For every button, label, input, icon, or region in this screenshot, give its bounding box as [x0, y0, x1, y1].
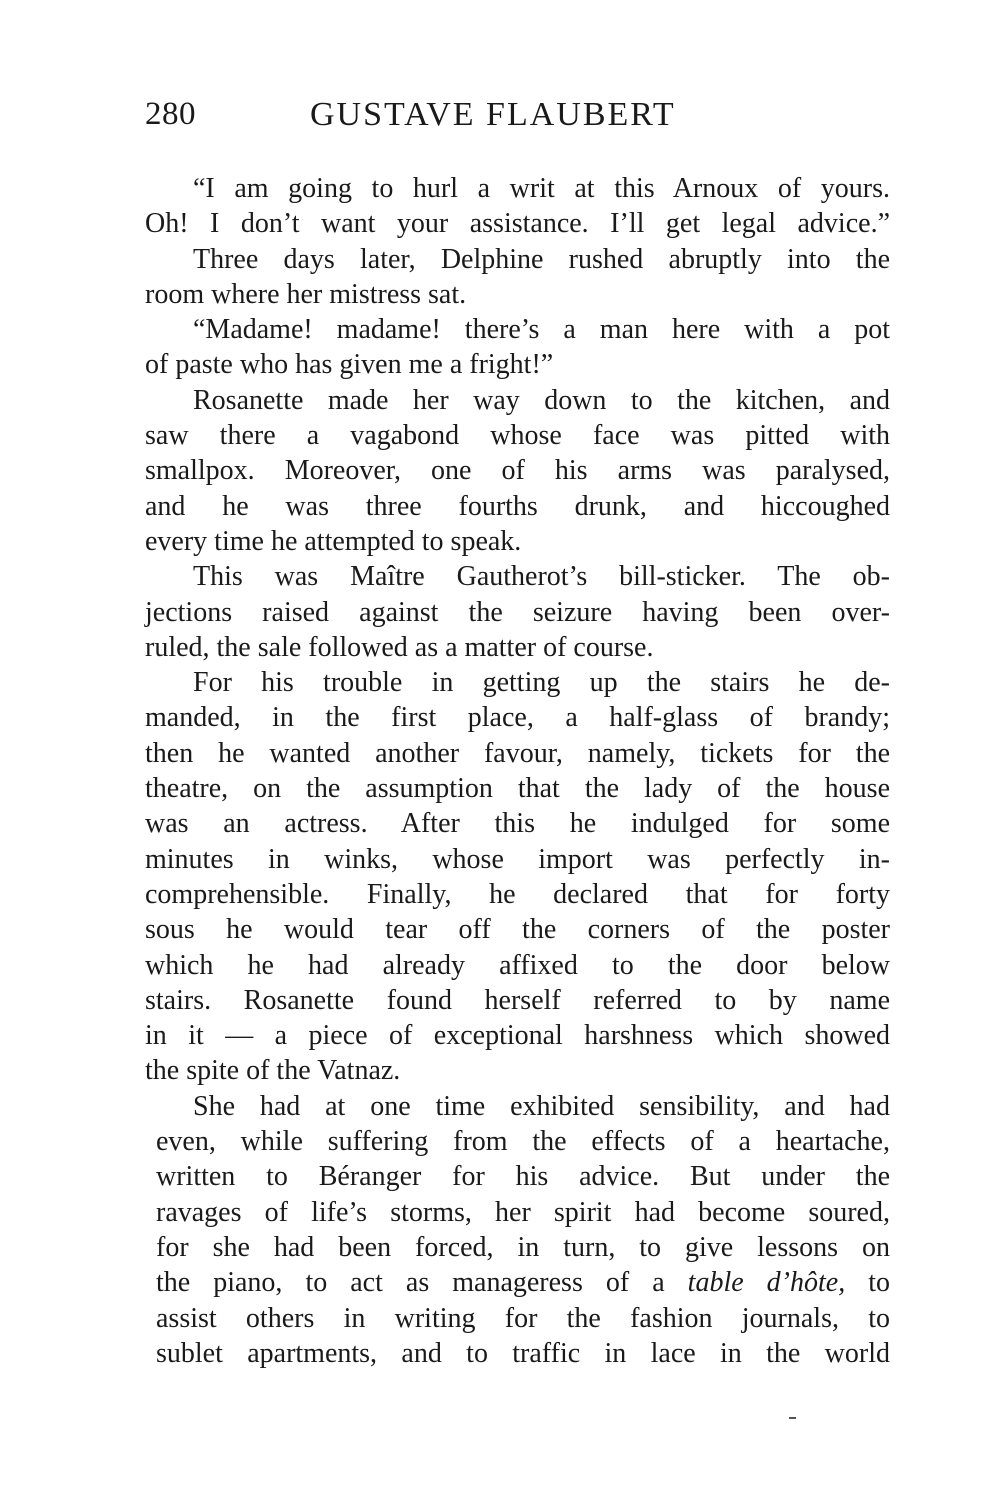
- text-line: even, while suffering from the effects of a heartache,: [156, 1126, 890, 1158]
- text-line: and he was three fourths drunk, and hiccoughed: [145, 490, 890, 522]
- text-line: in it — a piece of exceptional harshness which showed: [145, 1020, 890, 1052]
- text-line: smallpox. Moreover, one of his arms was paralysed,: [145, 455, 890, 487]
- text-line: “Madame! madame! there’s a man here with a pot: [193, 314, 890, 346]
- text-line: Oh! I don’t want your assistance. I’ll get legal advice.”: [145, 208, 890, 240]
- text-line: theatre, on the assumption that the lady of the house: [145, 773, 890, 805]
- line-text: the piano, to act as manageress of a: [156, 1267, 665, 1299]
- text-line: saw there a vagabond whose face was pitted with: [145, 420, 890, 452]
- line-text: to: [868, 1267, 891, 1299]
- text-line: assist others in writing for the fashion journals, to: [156, 1302, 890, 1334]
- running-head: [145, 96, 890, 146]
- text-line: of paste who has given me a fright!”: [145, 349, 554, 381]
- text-line: every time he attempted to speak.: [145, 525, 522, 557]
- italic-phrase: table d’hôte,: [687, 1267, 846, 1299]
- text-line: sublet apartments, and to traffic in lace in the world: [156, 1337, 890, 1369]
- text-line: ruled, the sale followed as a matter of course.: [145, 631, 654, 663]
- text-line: ravages of life’s storms, her spirit had become soured,: [156, 1196, 890, 1228]
- text-line: written to Béranger for his advice. But under the: [156, 1161, 890, 1193]
- text-line: “I am going to hurl a writ at this Arnoux of yours.: [193, 173, 890, 204]
- text-line: For his trouble in getting up the stairs he de-: [193, 667, 890, 699]
- text-line: Three days later, Delphine rushed abruptly into the: [193, 243, 890, 275]
- text-body: [145, 171, 890, 1371]
- text-line: This was Maître Gautherot’s bill-sticker. The ob-: [193, 561, 890, 593]
- print-speck: [789, 1417, 796, 1419]
- text-line: She had at one time exhibited sensibility, and had: [193, 1090, 890, 1122]
- text-line: for she had been forced, in turn, to give lessons on: [156, 1231, 890, 1263]
- text-line: Rosanette made her way down to the kitchen, and: [193, 384, 890, 416]
- text-line: then he wanted another favour, namely, tickets for the: [145, 737, 890, 769]
- page-number: 280: [145, 96, 196, 132]
- text-line: was an actress. After this he indulged for some: [145, 808, 890, 840]
- text-line-with-italic: [156, 1265, 890, 1300]
- running-title: GUSTAVE FLAUBERT: [310, 96, 676, 133]
- text-line: jections raised against the seizure having been over-: [145, 596, 890, 628]
- text-line: manded, in the first place, a half-glass of brandy;: [145, 702, 890, 734]
- text-line: stairs. Rosanette found herself referred to by name: [145, 984, 890, 1016]
- text-line: the spite of the Vatnaz.: [145, 1055, 401, 1087]
- text-line: comprehensible. Finally, he declared that for forty: [145, 878, 890, 910]
- text-line: which he had already affixed to the door below: [145, 949, 890, 981]
- text-line: room where her mistress sat.: [145, 278, 467, 310]
- text-line: sous he would tear off the corners of the poster: [145, 914, 890, 946]
- text-line: minutes in winks, whose import was perfectly in-: [145, 843, 890, 875]
